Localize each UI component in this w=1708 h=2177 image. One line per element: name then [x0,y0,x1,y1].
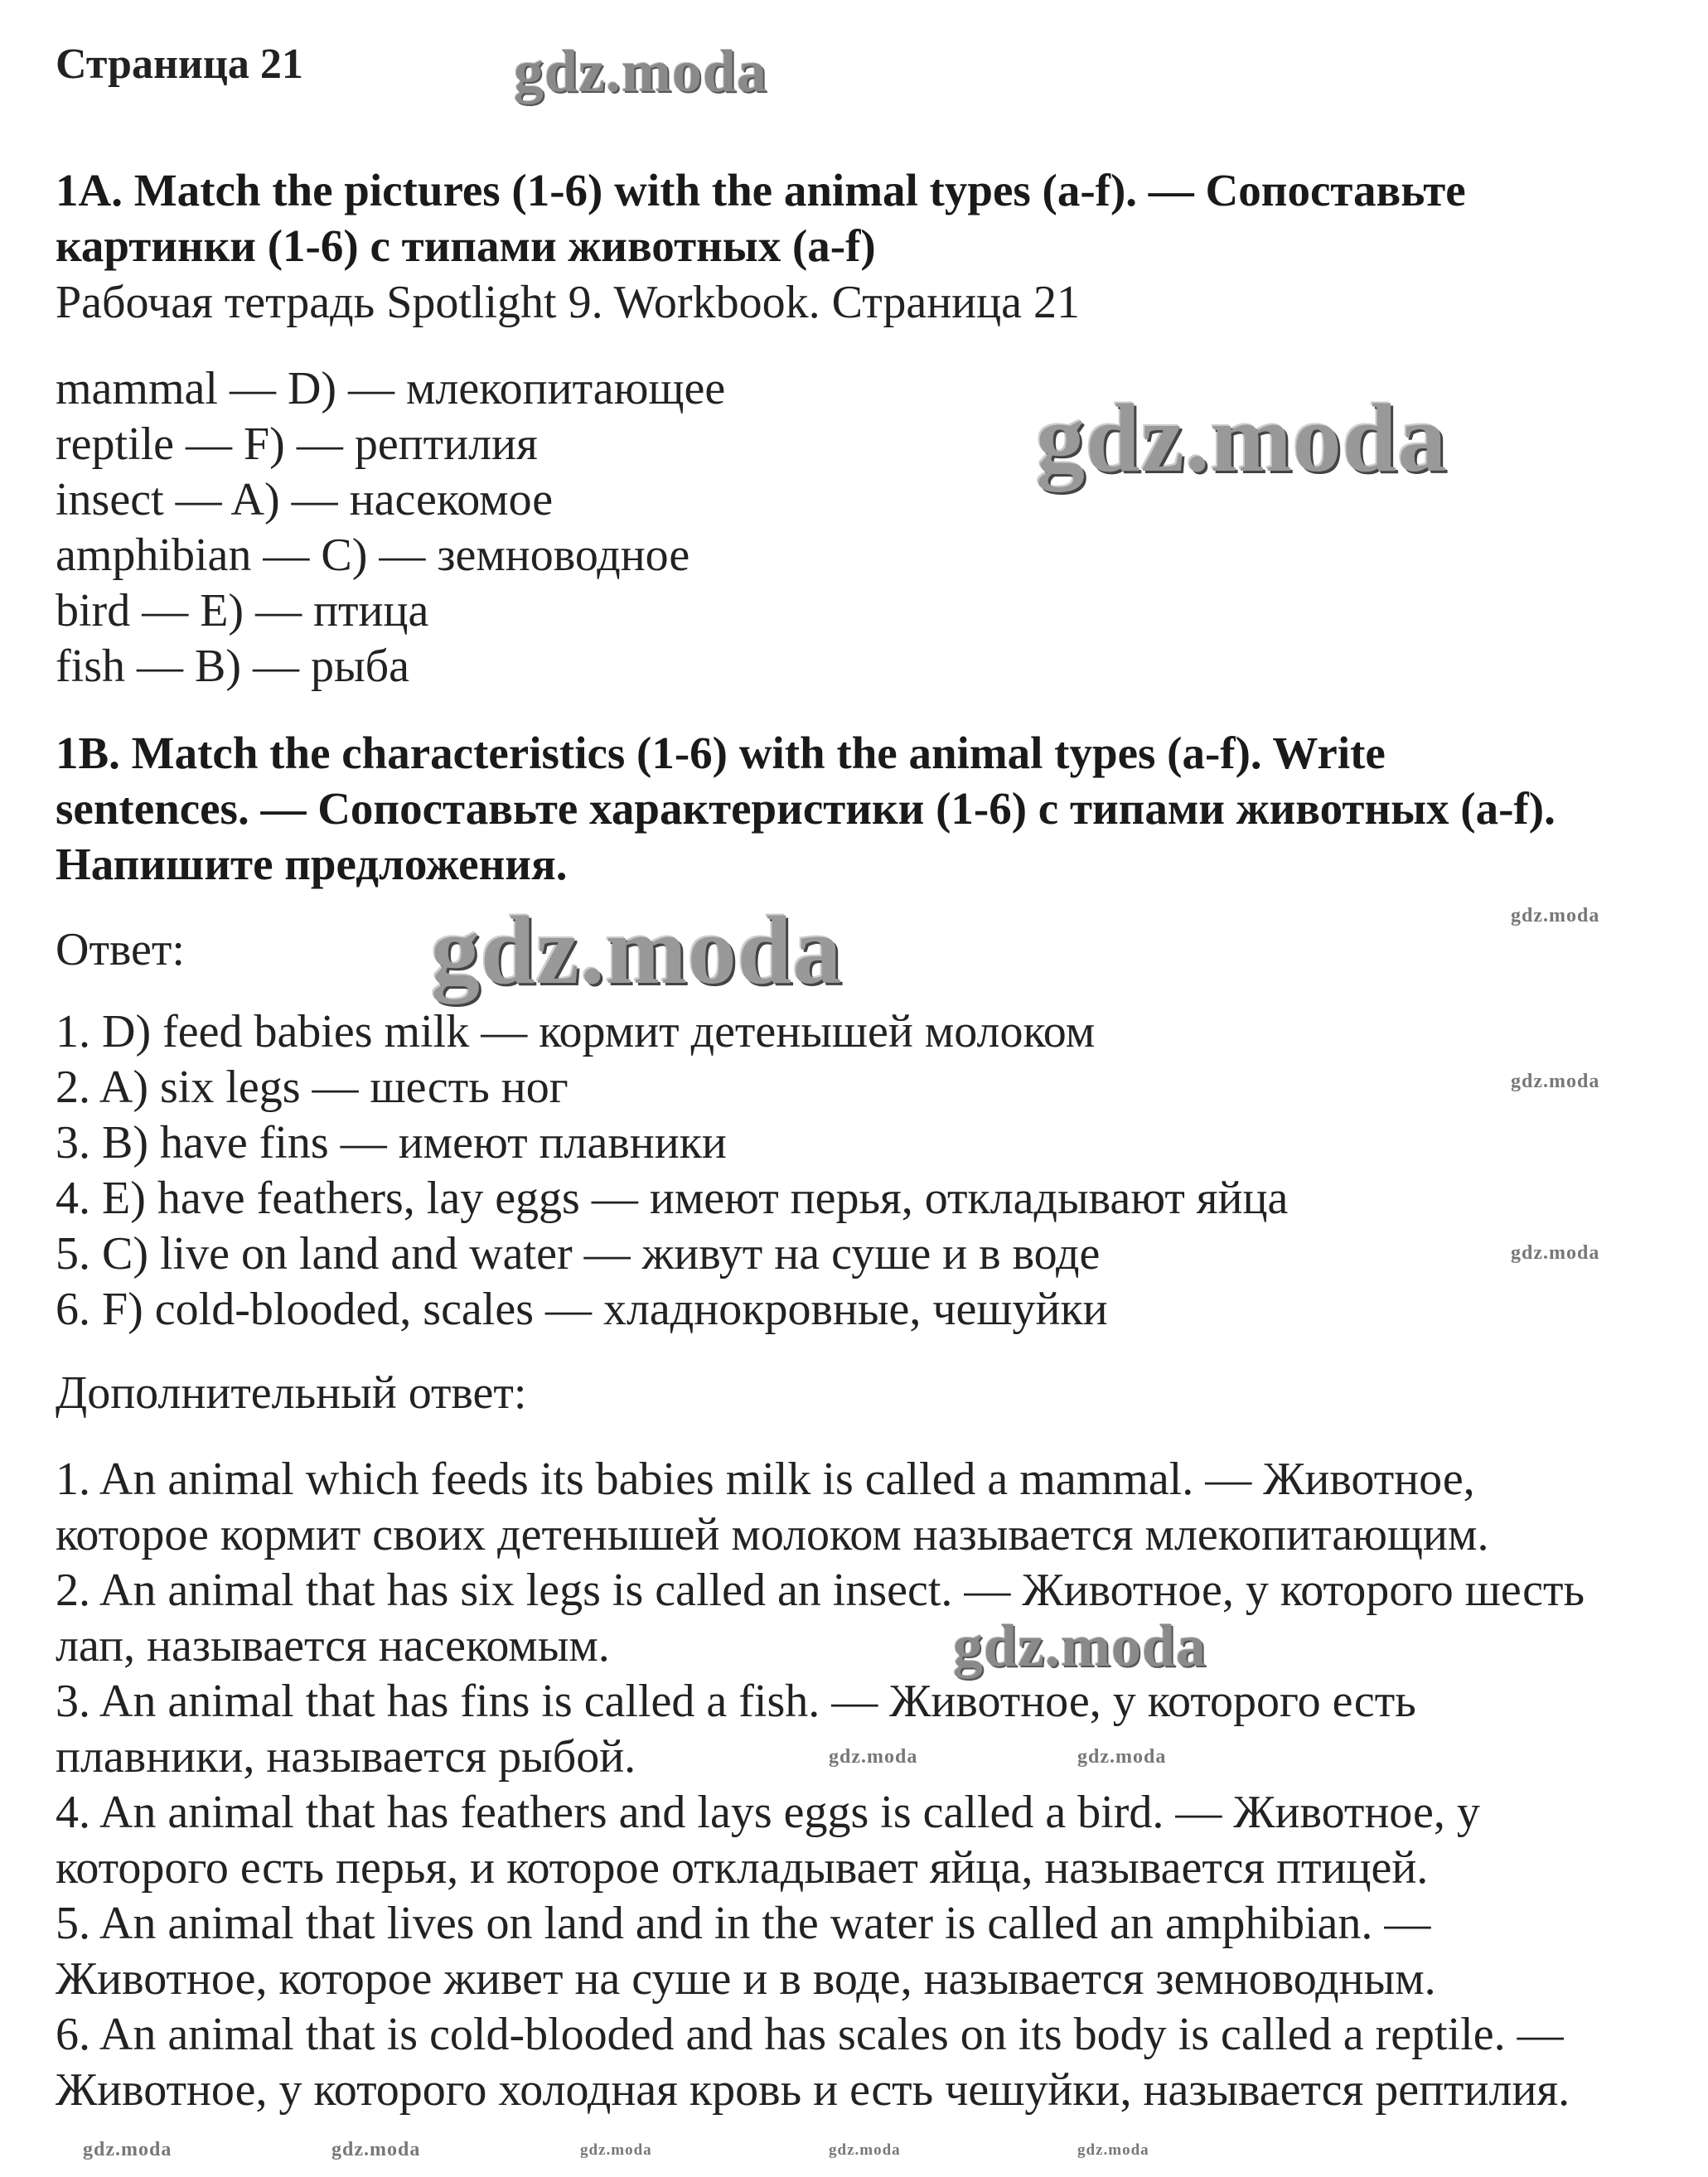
answer-line: insect — A) — насекомое [56,474,554,525]
watermark: gdz.moda [953,1613,1207,1679]
answer-line: mammal — D) — млекопитающее [56,363,726,414]
extra-line: Животное, которое живет на суше и в воде, называется земноводным. [56,1953,1436,2005]
watermark: gdz.moda [1036,384,1448,492]
answer-line: 4. E) have feathers, lay eggs — имеют перья, откладывают яйца [56,1173,1289,1224]
watermark: gdz.moda [1077,1746,1167,1768]
task-1a-heading [56,162,1683,273]
answer-line: 3. B) have fins — имеют плавники [56,1117,727,1168]
watermark: gdz.moda [1511,1242,1600,1264]
watermark: gdz.moda [331,2139,421,2160]
extra-line: 5. An animal that lives on land and in the water is called an amphibian. — [56,1898,1431,1949]
extra-line: 2. An animal that has six legs is called an insect. — Животное, у которого шесть [56,1565,1585,1616]
extra-line: 4. An animal that has feathers and lays eggs is called a bird. — Животное, у [56,1787,1480,1838]
heading-line: 1B. Match the characteristics (1-6) with the animal types (a-f). Write [56,728,1386,778]
extra-answer-label: Дополнительный ответ: [56,1367,527,1419]
answer-line: 6. F) cold-blooded, scales — хладнокровные, чешуйки [56,1284,1108,1335]
source-text: Рабочая тетрадь Spotlight 9. Workbook. Страница 21 [56,277,1080,328]
watermark: gdz.moda [580,2141,652,2159]
task-1b-answers [56,1004,1683,1338]
extra-line: Животное, у которого холодная кровь и есть чешуйки, называется рептилия. [56,2064,1570,2116]
watermark: gdz.moda [1511,1071,1600,1092]
page-title: Страница 21 [56,41,303,88]
extra-line: 3. An animal that has fins is called a fish. — Животное, у которого есть [56,1676,1416,1727]
extra-line: плавники, называется рыбой. [56,1731,636,1783]
watermark: gdz.moda [431,896,843,1004]
extra-answers [56,1452,1683,2118]
heading-line: sentences. — Сопоставьте характеристики (1-6) с типами животных (a-f). [56,783,1556,834]
answer-line: amphibian — C) — земноводное [56,530,690,581]
answer-line: reptile — F) — рептилия [56,418,538,470]
answer-line: fish — B) — рыба [56,641,409,692]
watermark: gdz.moda [83,2139,172,2160]
extra-line: 1. An animal which feeds its babies milk is called a mammal. — Животное, [56,1454,1475,1505]
task-1b-heading [56,725,1683,892]
answer-line: 5. C) live on land and water — живут на суше и в воде [56,1228,1101,1280]
watermark: gdz.moda [514,38,768,104]
heading-line: картинки (1-6) с типами животных (a-f) [56,220,876,271]
answer-label: Ответ: [56,924,185,975]
watermark: gdz.moda [829,1746,918,1768]
watermark: gdz.moda [829,2141,901,2159]
heading-line: Напишите предложения. [56,839,568,889]
watermark: gdz.moda [1511,905,1600,926]
extra-line: которое кормит своих детенышей молоком называется млекопитающим. [56,1509,1489,1560]
extra-line: которого есть перья, и которое откладывает яйца, называется птицей. [56,1842,1429,1894]
answer-line: 2. A) six legs — шесть ног [56,1062,569,1113]
answer-line: 1. D) feed babies milk — кормит детенышей молоком [56,1006,1096,1057]
watermark: gdz.moda [1077,2141,1149,2159]
answer-line: bird — E) — птица [56,585,429,636]
heading-line: 1A. Match the pictures (1-6) with the animal types (a-f). — Сопоставьте [56,165,1466,215]
extra-line: лап, называется насекомым. [56,1620,610,1671]
extra-line: 6. An animal that is cold-blooded and has scales on its body is called a reptile. — [56,2009,1564,2060]
